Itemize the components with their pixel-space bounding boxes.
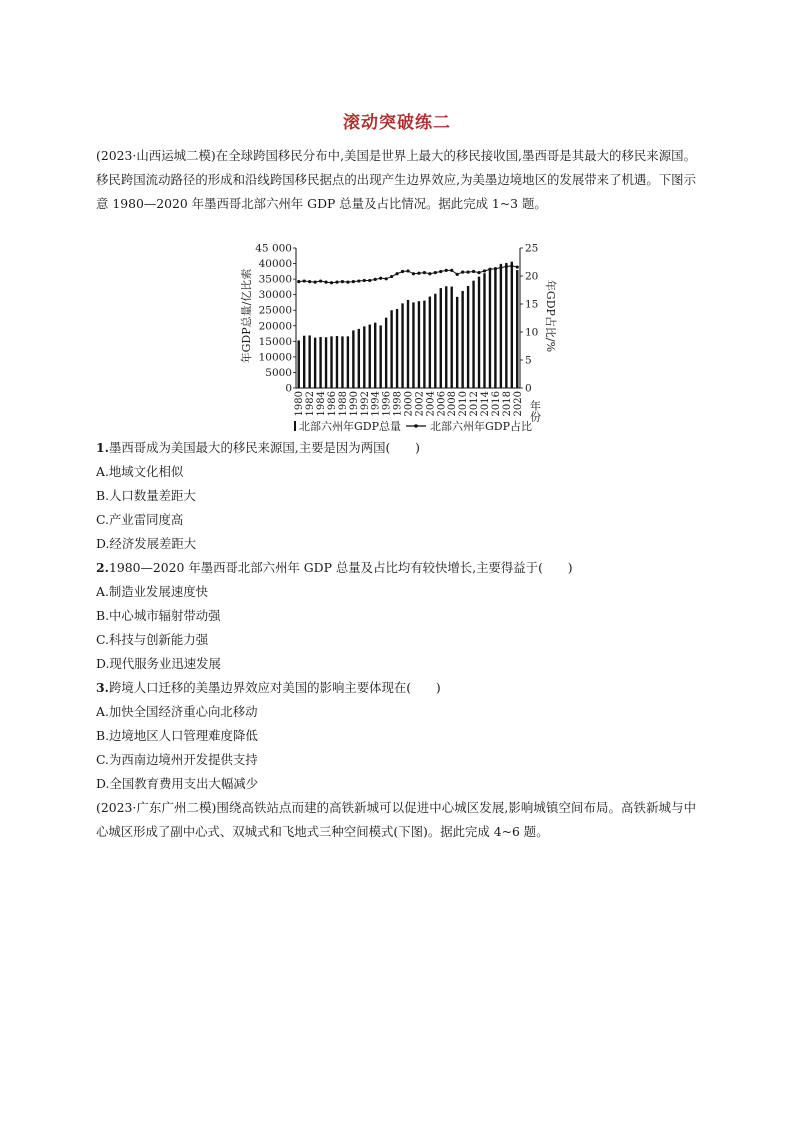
- left-axis-label: 年GDP总量/亿比索: [240, 268, 253, 364]
- x-tick-label: 1980: [294, 391, 306, 417]
- question-1-option-b: B.人口数量差距大: [96, 488, 196, 503]
- x-tick-label: 1996: [381, 391, 393, 417]
- share-point: [516, 265, 519, 268]
- question-text: 墨西哥成为美国最大的移民来源国,主要是因为两国( ): [108, 440, 420, 455]
- gdp-bar: [434, 294, 436, 388]
- gdp-bar: [511, 262, 513, 388]
- x-tick-label: 2018: [501, 391, 513, 417]
- question-2-option-a: A.制造业发展速度快: [96, 584, 209, 599]
- question-2-option-b: B.中心城市辐射带动强: [96, 608, 221, 623]
- right-axis-label: 年GDP占比/%: [544, 279, 557, 353]
- x-tick-label: 2012: [469, 391, 481, 417]
- left-axis-ticks: [255, 243, 296, 395]
- x-tick-label: 2002: [414, 391, 426, 417]
- share-point: [466, 270, 469, 273]
- gdp-bar: [456, 297, 458, 388]
- question-1-option-d: D.经济发展差距大: [96, 536, 197, 551]
- question-text: 跨境人口迁移的美墨边界效应对美国的影响主要体现在( ): [108, 680, 441, 695]
- right-tick-label: 0: [525, 382, 532, 395]
- x-tick-label: 2008: [447, 391, 459, 417]
- share-point: [483, 269, 486, 272]
- gdp-bar: [407, 300, 409, 388]
- x-tick-label: 1992: [359, 391, 371, 417]
- x-tick-label: 2010: [458, 391, 470, 417]
- share-point: [423, 271, 426, 274]
- gdp-bar: [336, 336, 338, 388]
- left-tick-label: 20000: [258, 320, 292, 333]
- gdp-bar: [374, 323, 376, 388]
- share-point: [363, 279, 366, 282]
- x-tick-label: 1990: [348, 391, 360, 417]
- question-1-stem: [96, 436, 696, 460]
- x-tick-label: 2004: [425, 391, 437, 417]
- question-number: 1.: [96, 440, 109, 455]
- gdp-bar: [467, 286, 469, 388]
- page-title: 滚动突破练二: [343, 113, 451, 133]
- question-3-option-c: C.为西南边境州开发提供支持: [96, 752, 258, 767]
- left-tick-label: 30000: [258, 289, 292, 302]
- x-tick-label: 1988: [337, 391, 349, 417]
- share-point: [303, 279, 306, 282]
- share-point: [494, 267, 497, 270]
- intro-passage-1: (2023·山西运城二模)在全球跨国移民分布中,美国是世界上最大的移民接收国,墨西哥是其最大的移民来源国。移民跨国流动路径的形成和沿线跨国移民据点的出现产生边界效应,为美墨边境地区的发展带来了机遇。下图示意 1980—2020 年墨西哥北部六州年 GDP 总量及占比情况。据此完成 1~3 题。: [96, 148, 696, 211]
- share-point: [434, 271, 437, 274]
- gdp-bar: [379, 325, 381, 388]
- right-tick-label: 10: [525, 326, 539, 339]
- gdp-bar: [478, 277, 480, 388]
- gdp-bar: [500, 264, 502, 388]
- right-tick-label: 15: [525, 298, 539, 311]
- gdp-bar: [298, 340, 300, 388]
- gdp-bar: [429, 297, 431, 388]
- gdp-bar: [516, 270, 518, 388]
- gdp-bar: [314, 338, 316, 388]
- gdp-bar: [483, 273, 485, 388]
- gdp-bar: [390, 310, 392, 388]
- gdp-bar: [347, 336, 349, 388]
- question-2-stem: [96, 556, 696, 580]
- gdp-chart: [238, 238, 558, 434]
- legend-bar-label: 北部六州年GDP总量: [299, 420, 402, 433]
- share-point: [324, 281, 327, 284]
- x-tick-label: 1986: [327, 391, 339, 417]
- gdp-bar: [461, 291, 463, 388]
- share-point: [379, 277, 382, 280]
- left-tick-label: 45 000: [255, 242, 292, 255]
- question-number: 3.: [96, 680, 109, 695]
- gdp-bar: [418, 301, 420, 388]
- share-point: [428, 272, 431, 275]
- legend-line-label: 北部六州年GDP占比: [430, 420, 533, 433]
- x-tick-label: 1994: [370, 391, 382, 417]
- gdp-bar: [440, 288, 442, 388]
- gdp-bar: [385, 318, 387, 388]
- share-point: [505, 265, 508, 268]
- right-axis-ticks: [520, 243, 538, 395]
- gdp-bar: [472, 281, 474, 388]
- share-point: [395, 272, 398, 275]
- gdp-bar: [341, 336, 343, 388]
- x-tick-label: 2000: [403, 391, 415, 417]
- left-tick-label: 10000: [258, 351, 292, 364]
- gdp-bar: [303, 336, 305, 388]
- gdp-bar: [401, 303, 403, 388]
- share-point: [456, 273, 459, 276]
- share-point: [417, 272, 420, 275]
- question-1-option-a: A.地域文化相似: [96, 464, 184, 479]
- left-tick-label: 5000: [265, 366, 292, 379]
- x-unit-label: 年份: [528, 400, 542, 422]
- share-point: [406, 269, 409, 272]
- share-point: [335, 281, 338, 284]
- left-tick-label: 15000: [258, 335, 292, 348]
- x-tick-label: 1982: [305, 391, 317, 417]
- share-point: [319, 279, 322, 282]
- left-tick-label: 40000: [258, 258, 292, 271]
- question-3-option-a: A.加快全国经济重心向北移动: [96, 704, 258, 719]
- gdp-bar: [505, 263, 507, 388]
- share-point: [368, 279, 371, 282]
- share-point: [385, 277, 388, 280]
- question-2-option-d: D.现代服务业迅速发展: [96, 656, 221, 671]
- share-point: [401, 270, 404, 273]
- share-point: [450, 269, 453, 272]
- share-point: [499, 266, 502, 269]
- x-tick-label: 2020: [512, 391, 524, 417]
- share-point: [510, 264, 513, 267]
- share-point: [357, 279, 360, 282]
- share-point: [341, 280, 344, 283]
- right-tick-label: 20: [525, 270, 539, 283]
- gdp-bar: [445, 286, 447, 388]
- share-point: [352, 280, 355, 283]
- share-point: [374, 278, 377, 281]
- gdp-bars: [298, 262, 519, 388]
- gdp-bar: [325, 337, 327, 388]
- x-axis-ticks: [294, 391, 524, 416]
- left-tick-label: 0: [285, 382, 292, 395]
- right-tick-label: 5: [525, 354, 532, 367]
- share-point: [439, 270, 442, 273]
- gdp-bar: [494, 267, 496, 388]
- share-point: [412, 272, 415, 275]
- question-3-option-b: B.边境地区人口管理难度降低: [96, 728, 258, 743]
- x-tick-label: 1998: [392, 391, 404, 417]
- gdp-bar: [330, 336, 332, 388]
- gdp-bar: [423, 301, 425, 388]
- question-text: 1980—2020 年墨西哥北部六州年 GDP 总量及占比均有较快增长,主要得益于( ): [108, 560, 573, 575]
- gdp-bar: [308, 335, 310, 388]
- share-point: [308, 280, 311, 283]
- share-point: [390, 275, 393, 278]
- share-point: [472, 270, 475, 273]
- question-3-stem: [96, 676, 696, 700]
- share-point: [488, 268, 491, 271]
- question-2-option-c: C.科技与创新能力强: [96, 632, 209, 647]
- left-tick-label: 35000: [258, 273, 292, 286]
- gdp-bar: [412, 302, 414, 388]
- x-tick-label: 2006: [436, 391, 448, 417]
- intro-passage-2: (2023·广东广州二模)围绕高铁站点而建的高铁新城可以促进中心城区发展,影响城镇空间布局。高铁新城与中心城区形成了副中心式、双城式和飞地式三种空间模式(下图)。据此完成 4~6 题。: [96, 800, 696, 839]
- gdp-bar: [352, 330, 354, 388]
- gdp-bar: [396, 309, 398, 388]
- question-number: 2.: [96, 560, 109, 575]
- share-point: [314, 281, 317, 284]
- left-tick-label: 25000: [258, 304, 292, 317]
- share-point: [477, 271, 480, 274]
- question-1-option-c: C.产业雷同度高: [96, 512, 184, 527]
- gdp-bar: [363, 326, 365, 388]
- gdp-bar: [369, 325, 371, 388]
- share-point: [346, 281, 349, 284]
- gdp-bar: [358, 329, 360, 388]
- x-tick-label: 2014: [479, 391, 491, 417]
- share-point: [445, 269, 448, 272]
- question-3-option-d: D.全国教育费用支出大幅减少: [96, 776, 259, 791]
- gdp-bar: [451, 287, 453, 388]
- share-point: [461, 270, 464, 273]
- legend-bar-swatch: [294, 421, 296, 431]
- share-point: [330, 281, 333, 284]
- gdp-bar: [319, 337, 321, 388]
- share-point: [297, 280, 300, 283]
- legend-line-marker: [414, 424, 418, 428]
- x-tick-label: 2016: [490, 391, 502, 417]
- chart-legend: [294, 419, 532, 433]
- gdp-bar: [489, 270, 491, 388]
- x-tick-label: 1984: [316, 391, 328, 417]
- right-tick-label: 25: [525, 242, 539, 255]
